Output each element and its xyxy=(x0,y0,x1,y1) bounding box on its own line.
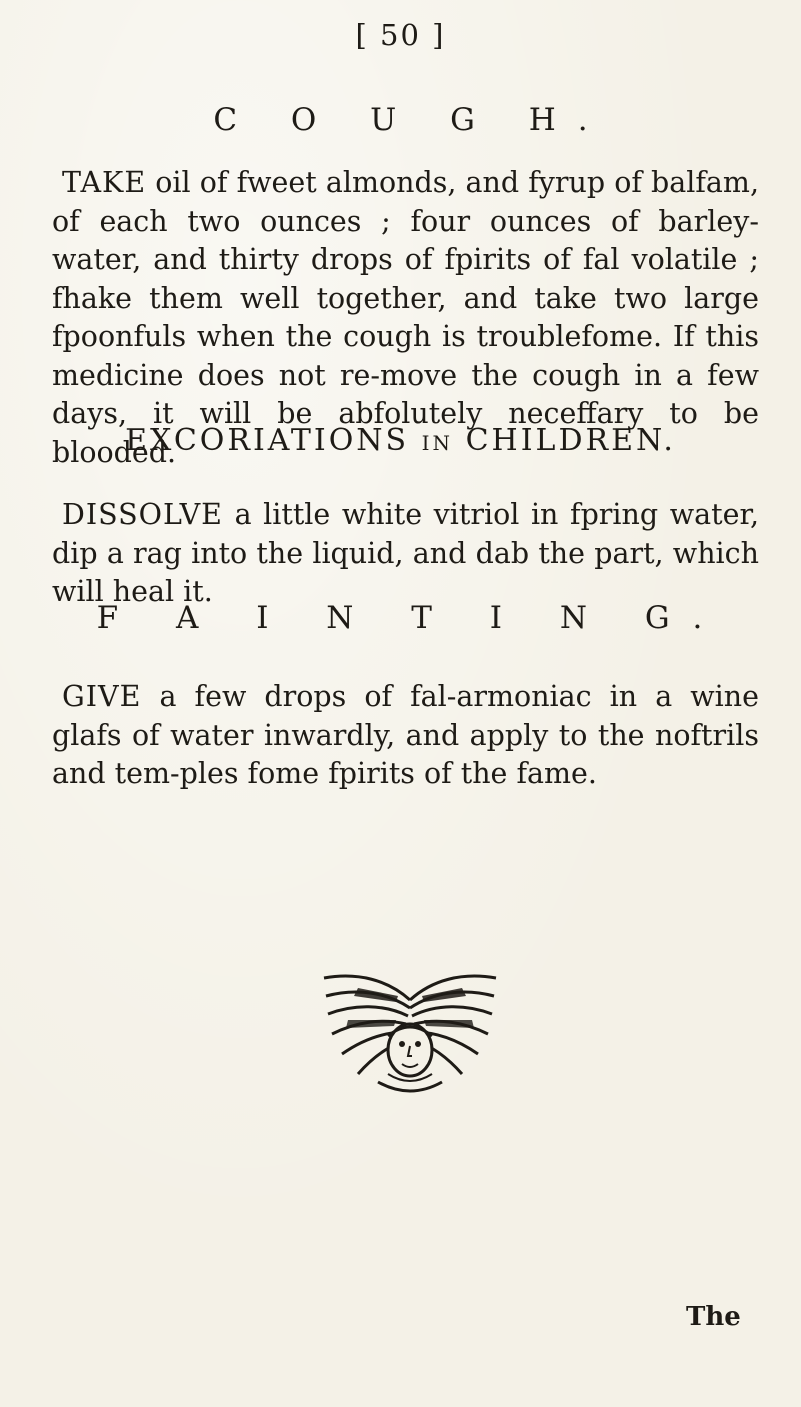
paragraph-text: a few drops of fal-armoniac in a wine glafs of water inwardly, and apply to the noftrils and tem-ples fome fpirits of the fame. xyxy=(52,680,759,790)
heading-small: IN xyxy=(421,431,454,455)
paragraph-lead-word: TAKE xyxy=(62,166,147,199)
heading-main: EXCORIATIONS xyxy=(125,423,410,458)
section-heading-excoriations xyxy=(0,423,801,458)
section-heading-cough: C O U G H. xyxy=(213,102,610,138)
winged-face-ornament-icon xyxy=(318,960,502,1102)
paragraph-text: a little white vitriol in fpring water, dip a rag into the liquid, and dab the part, which will heal it. xyxy=(52,498,760,608)
paragraph-fainting xyxy=(52,678,759,794)
paragraph-text: oil of fweet almonds, and fyrup of balfam, of each two ounces ; four ounces of barley-water, and thirty drops of fpirits of fal volatile ; fhake them well together, and take two large fpoonfuls when the cough is troublefome. If this medicine does not re-move the cough in a few days, it will be abfolutely neceffary to be blooded. xyxy=(52,166,760,469)
catchword: The xyxy=(686,1302,741,1332)
section-heading-fainting: F A I N T I N G. xyxy=(96,600,727,636)
paragraph-excoriations xyxy=(52,496,759,612)
paragraph-lead-word: GIVE xyxy=(62,680,142,713)
page-number: [ 50 ] xyxy=(355,18,446,52)
heading-end: CHILDREN. xyxy=(465,423,676,458)
paragraph-lead-word: DISSOLVE xyxy=(62,498,223,531)
